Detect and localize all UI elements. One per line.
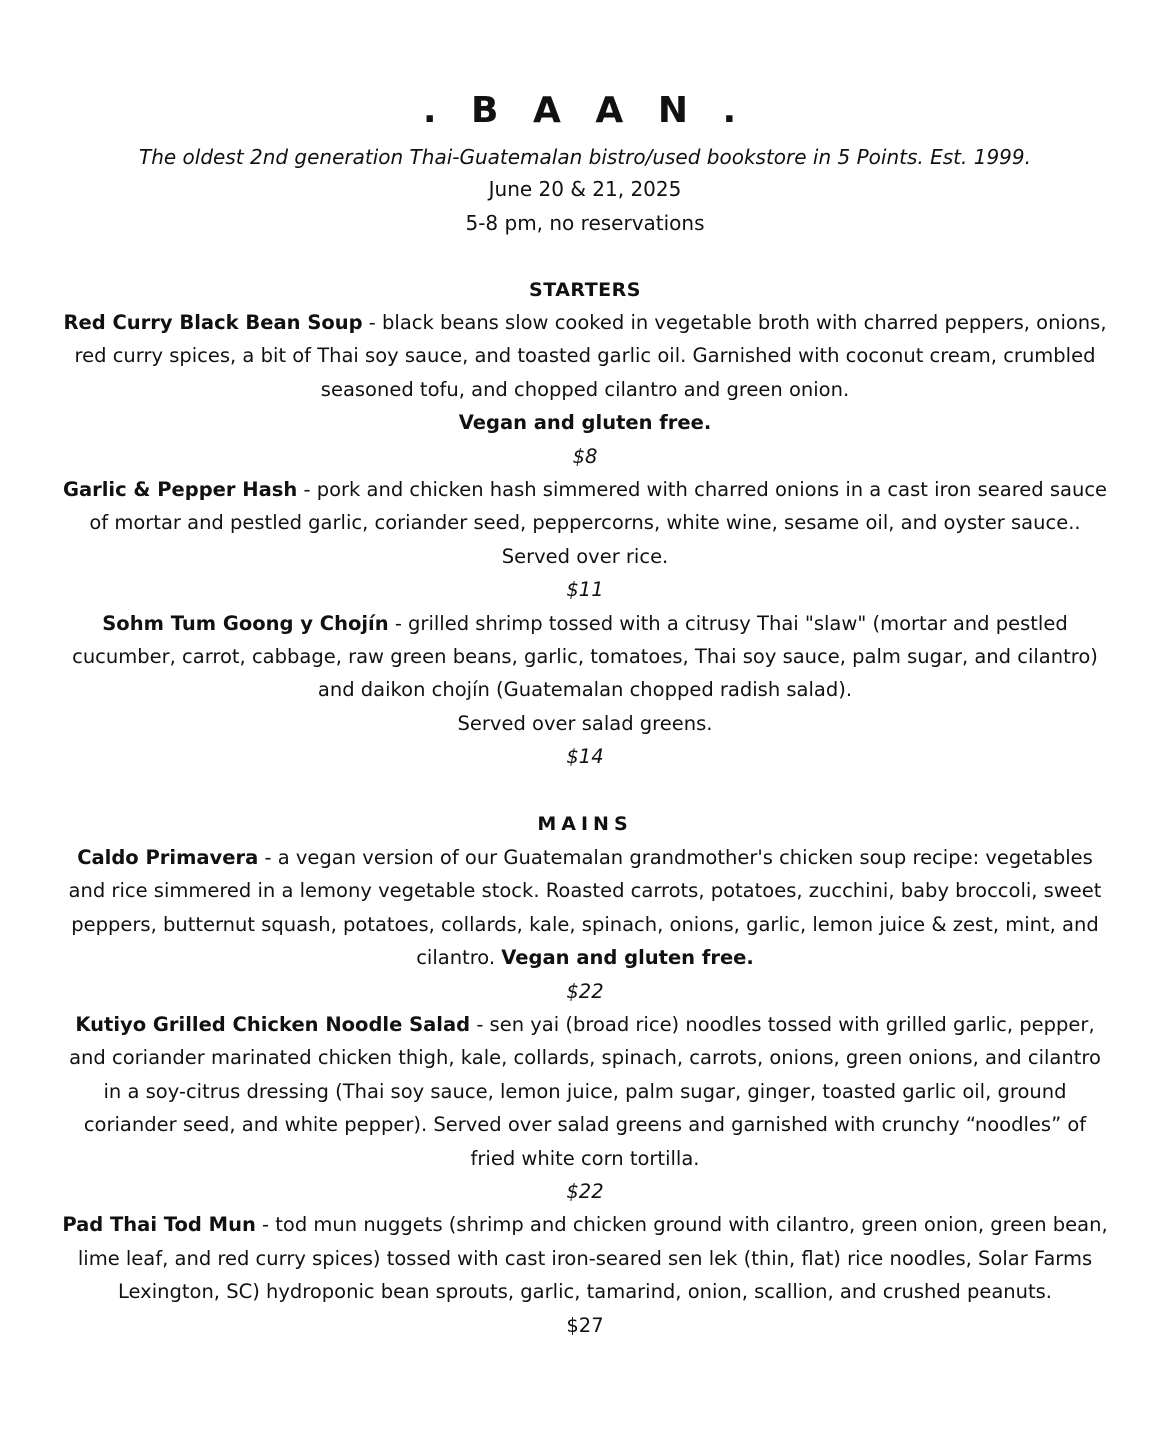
- item-name: Caldo Primavera: [77, 846, 259, 869]
- item-description: - a vegan version of our Guatemalan grandmother's chicken soup recipe: vegetables and rice simmered in a lemony vegetable stock. Roasted carrots, potatoes, zucchini, baby broccoli, sweet peppers, butternut squash, potatoes, collards, kale, spinach, onions, garlic, lemon juice & zest, mint, and cilantro.: [68, 846, 1102, 970]
- item-price: $22: [566, 1180, 604, 1204]
- item-description: - grilled shrimp tossed with a citrusy Thai "slaw" (mortar and pestled cucumber, carrot, cabbage, raw green beans, garlic, tomatoes, Thai soy sauce, palm sugar, and cilantro) and daikon chojín (Guatemalan chopped radish salad).: [72, 611, 1098, 702]
- tagline: The oldest 2nd generation Thai-Guatemalan bistro/used bookstore in 5 Points. Est. 1999.: [139, 145, 1031, 169]
- item-description: - pork and chicken hash simmered with charred onions in a cast iron seared sauce of mortar and pestled garlic, coriander seed, peppercorns, white wine, sesame oil, and oyster sauce.. Served over rice.: [89, 478, 1108, 568]
- item-serving-note: Served over salad greens.: [457, 711, 713, 735]
- item-price: $11: [566, 578, 604, 602]
- starters-heading: STARTERS: [529, 279, 641, 301]
- item-name: Kutiyo Grilled Chicken Noodle Salad: [75, 1013, 471, 1037]
- item-description-continued: fried white corn tortilla.: [470, 1146, 700, 1170]
- item-description: - tod mun nuggets (shrimp and chicken ground with cilantro, green onion, green bean, lime leaf, and red curry spices) tossed with cast iron-seared sen lek (thin, flat) rice noodles, Solar Farms Lexington, SC) hydroponic bean sprouts, garlic, tamarind, onion, scallion, and crushed peanuts.: [77, 1213, 1108, 1304]
- menu-item: [60, 306, 1110, 473]
- item-description: - black beans slow cooked in vegetable broth with charred peppers, onions, red curry spices, a bit of Thai soy sauce, and toasted garlic oil. Garnished with coconut cream, crumbled seasoned tofu, and chopped cilantro and green onion.: [74, 311, 1107, 401]
- menu-item: [60, 473, 1110, 607]
- event-dates: June 20 & 21, 2025: [488, 177, 682, 201]
- item-name: Sohm Tum Goong y Chojín: [102, 611, 389, 635]
- menu-item: [60, 841, 1110, 1008]
- item-name: Pad Thai Tod Mun: [62, 1213, 256, 1237]
- menu-item: [60, 1008, 1110, 1208]
- item-dietary-note: Vegan and gluten free.: [501, 946, 754, 970]
- item-dietary-note: Vegan and gluten free.: [458, 411, 712, 435]
- mains-list: [60, 841, 1110, 1342]
- starters-list: [60, 306, 1110, 774]
- item-price: $22: [566, 979, 604, 1003]
- item-name: Red Curry Black Bean Soup: [63, 311, 363, 334]
- item-price: $14: [566, 745, 604, 769]
- restaurant-title: . B A A N .: [422, 90, 748, 131]
- item-name: Garlic & Pepper Hash: [62, 478, 298, 502]
- event-hours: 5-8 pm, no reservations: [465, 211, 705, 235]
- mains-heading: MAINS: [537, 813, 633, 835]
- item-price: $8: [572, 444, 598, 468]
- item-price: $27: [566, 1313, 604, 1337]
- menu-item: [60, 607, 1110, 774]
- menu-item: [60, 1208, 1110, 1342]
- item-description: - sen yai (broad rice) noodles tossed with grilled garlic, pepper, and coriander marinated chicken thigh, kale, collards, spinach, carrots, onions, green onions, and cilantro in a soy-citrus dressing (Thai soy sauce, lemon juice, palm sugar, ginger, toasted garlic oil, ground coriander seed, and white pepper). Served over salad greens and garnished with crunchy “noodles” of: [69, 1013, 1101, 1137]
